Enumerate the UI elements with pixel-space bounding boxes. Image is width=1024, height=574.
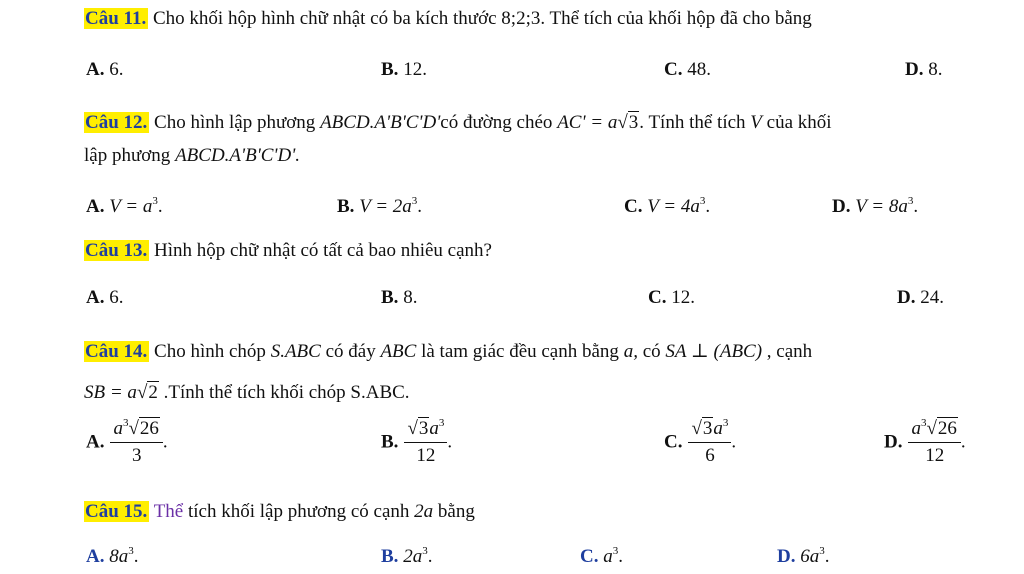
question-label: Câu 11. [85,8,147,29]
option-a: A. 6. [86,59,124,80]
option-a: A. $\frac{a^3√26}{3}$ . [86,417,168,466]
question-label: Câu 14. [85,341,148,362]
option-c: C. $\frac{√3a^3}{6}$ . [664,417,737,466]
question-11 [84,8,812,30]
option-c: C. $V = 4a^3$. [624,195,711,217]
question-label: Câu 13. [85,240,148,261]
question-14-line-2: SB = a√2 .Tính thể tích khối chóp S.ABC. [84,382,410,403]
question-12-line-2: lập phương ABCD.A'B'C'D'. [84,145,301,166]
question-14: Câu 14. Cho hình chóp S.ABC có đáy ABC là tam giác đều cạnh bằng a, có SA ⊥ (ABC) , cạnh [85,341,813,362]
option-c: C. 48. [664,59,711,80]
question-label: Câu 12. [85,112,148,133]
option-c: C. $a^3$. [580,545,623,567]
option-d: D. 24. [897,287,944,308]
option-a: A. $V = a^3$. [86,195,163,217]
option-b: B. 12. [381,59,427,80]
question-15: Câu 15. Thể tích khối lập phương có cạnh 2a bằng [85,501,475,522]
fraction: $\frac{a^3√26}{3}$ [110,418,162,467]
question-13: Câu 13. Hình hộp chữ nhật có tất cả bao nhiêu cạnh? [85,240,492,261]
question-text: Cho khối hộp hình chữ nhật có ba kích thước 8;2;3. Thể tích của khối hộp đã cho bằng [148,8,812,29]
option-b: B. 8. [381,287,418,308]
option-a: A. $8a^3$. [86,545,139,567]
sqrt-expression: √3 [617,112,639,133]
question-label: Câu 15. [85,501,148,522]
fraction: $\frac{a^3√26}{12}$ [908,418,960,467]
fraction: $\frac{√3a^3}{12}$ [404,418,447,467]
option-c: C. 12. [648,287,695,308]
option-d: D. $\frac{a^3√26}{12}$ . [884,417,966,466]
option-d: D. $6a^3$. [777,545,830,567]
sqrt-expression: √2 [136,382,158,403]
option-b: B. $V = 2a^3$. [337,195,423,217]
option-d: D. 8. [905,59,943,80]
option-b: B. $\frac{√3a^3}{12}$ . [381,417,453,466]
option-b: B. $2a^3$. [381,545,433,567]
fraction: $\frac{√3a^3}{6}$ [688,418,731,467]
question-12: Câu 12. Cho hình lập phương ABCD.A'B'C'D'có đường chéo AC' = a√3. Tính thể tích V của khối [85,112,832,133]
option-a: A. 6. [86,287,124,308]
option-d: D. $V = 8a^3$. [832,195,919,217]
